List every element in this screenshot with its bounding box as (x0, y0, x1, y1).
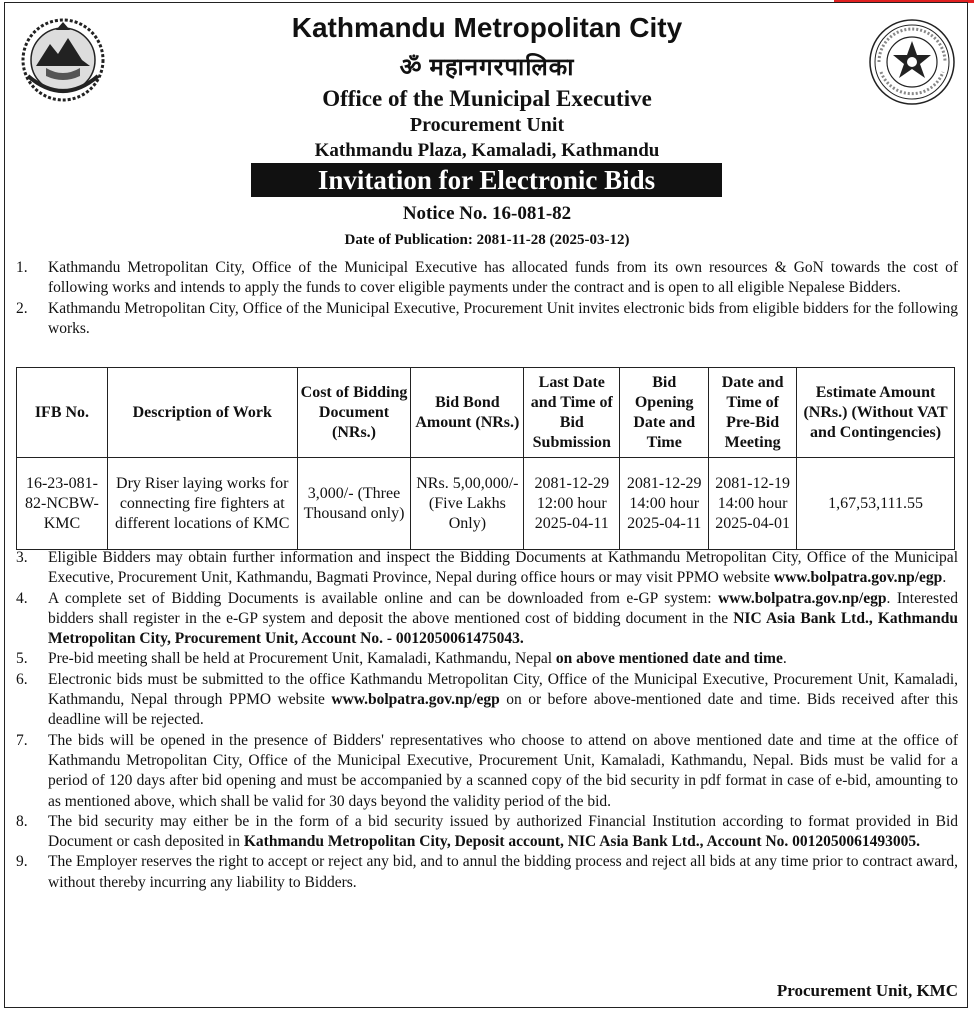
col-header: Bid Opening Date and Time (620, 368, 709, 458)
list-item: 6. Electronic bids must be submitted to the office Kathmandu Metropolitan City, Office of the Municipal Executive, Procurement Unit, Kamaladi, Kathmandu, Nepal through PPMO website www.bolpatra.gov.np/egp on or before above-mentioned date and time. Bids received after this deadline will be rejected. (16, 670, 958, 729)
items-top (16, 258, 958, 339)
prebid-cell: 2081-12-19 14:00 hour 2025-04-01 (709, 458, 797, 550)
submission-cell: 2081-12-29 12:00 hour 2025-04-11 (524, 458, 620, 550)
list-item: 2. Kathmandu Metropolitan City, Office of the Municipal Executive, Procurement Unit invites electronic bids from eligible bidders for the following works. (16, 299, 958, 337)
description-cell: Dry Riser laying works for connecting fire fighters at different locations of KMC (107, 458, 297, 550)
estimate-cell: 1,67,53,111.55 (797, 458, 955, 550)
table-row (17, 458, 955, 550)
col-header: IFB No. (17, 368, 108, 458)
cost-cell: 3,000/- (Three Thousand only) (297, 458, 411, 550)
col-header: Description of Work (107, 368, 297, 458)
address: Kathmandu Plaza, Kamaladi, Kathmandu (314, 140, 660, 161)
org-title: Kathmandu Metropolitan City (291, 12, 683, 43)
col-header: Last Date and Time of Bid Submission (524, 368, 620, 458)
bond-cell: NRs. 5,00,000/- (Five Lakhs Only) (411, 458, 524, 550)
banner-title: Invitation for Electronic Bids (251, 163, 722, 197)
list-item: 5. Pre-bid meeting shall be held at Procurement Unit, Kamaladi, Kathmandu, Nepal on above mentioned date and time. (16, 650, 787, 668)
ifb-cell: 16-23-081-82-NCBW-KMC (17, 458, 108, 550)
office-name: Office of the Municipal Executive (322, 86, 652, 111)
col-header: Date and Time of Pre-Bid Meeting (709, 368, 797, 458)
list-item: 1. Kathmandu Metropolitan City, Office of the Municipal Executive has allocated funds from its own resources & GoN towards the cost of following works and intends to apply the funds to cover eligible payments under the contract and is open to all eligible Nepalese Bidders. (16, 259, 958, 297)
list-item: 9. The Employer reserves the right to accept or reject any bid, and to annul the bidding process and reject all bids at any time prior to contract award, without thereby incurring any liability to Bidders. (16, 853, 958, 891)
signature: Procurement Unit, KMC (776, 981, 958, 1000)
list-item: 3. Eligible Bidders may obtain further information and inspect the Bidding Documents at Kathmandu Metropolitan City, Office of the Municipal Executive, Procurement Unit, Kathmandu, Bagmati Province, Nepal during office hours or may visit PPMO website www.bolpatra.gov.np/egp. (16, 549, 958, 587)
opening-cell: 2081-12-29 14:00 hour 2025-04-11 (620, 458, 709, 550)
list-item: 4. A complete set of Bidding Documents is available online and can be downloaded from e-GP system: www.bolpatra.gov.np/egp. Interested bidders shall register in the e-GP system and deposit the above mentioned cost of bidding document in the NIC Asia Bank Ltd., Kathmandu Metropolitan City, Procurement Unit, Account No. - 0012050061475043. (16, 589, 958, 648)
items-bottom (16, 548, 958, 893)
col-header: Bid Bond Amount (NRs.) (411, 368, 524, 458)
col-header: Estimate Amount (NRs.) (Without VAT and Contingencies) (797, 368, 955, 458)
publication-date: Date of Publication: 2081-11-28 (2025-03-12) (344, 232, 630, 248)
list-item: 8. The bid security may either be in the form of a bid security issued by authorized Financial Institution according to format provided in Bid Document or cash deposited in Kathmandu Metropolitan City, Deposit account, NIC Asia Bank Ltd., Account No. 0012050061493005. (16, 812, 958, 851)
notice-number: Notice No. 16-081-82 (402, 203, 572, 224)
list-item: 7. The bids will be opened in the presence of Bidders' representatives who choose to attend on above mentioned date and time at the office of Kathmandu Metropolitan City, Office of the Municipal Executive, Procurement Unit, Kamaladi, Kathmandu, Nepal. Bids must be valid for a period of 120 days after bid opening and must be accompanied by a scanned copy of the bid security in pdf format in case of e-bid, amounting to as mentioned above, which shall be valid for 30 days beyond the validity period of the bid. (16, 731, 958, 810)
table-header-row (17, 368, 955, 458)
works-table (16, 367, 955, 550)
col-header: Cost of Bidding Document (NRs.) (297, 368, 411, 458)
org-title-nepali: ॐ महानगरपालिका (399, 55, 575, 81)
unit-name: Procurement Unit (409, 114, 565, 136)
